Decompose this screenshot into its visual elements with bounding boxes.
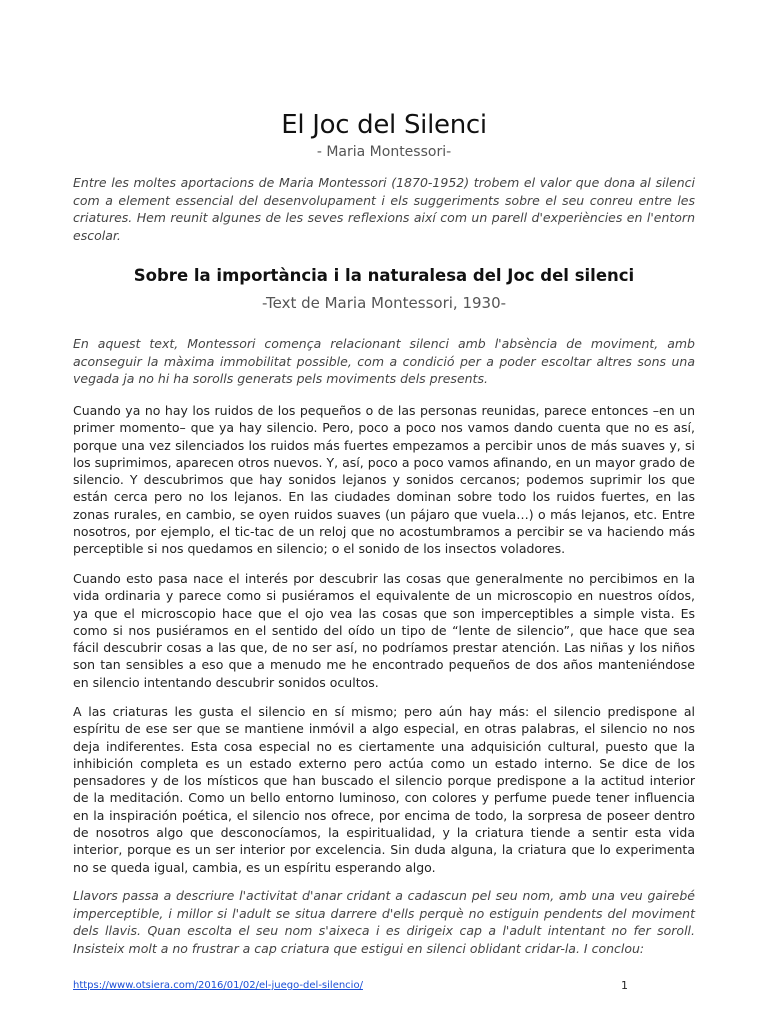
document-title: El Joc del Silenci	[281, 110, 487, 140]
section-title: Sobre la importància i la naturalesa del Joc del silenci	[133, 266, 635, 285]
closing-paragraph: Llavors passa a descriure l'activitat d'anar cridant a cadascun pel seu nom, amb una veu gairebé imperceptible, i millor si l'adult se situa darrere d'ells perquè no estiguin pendents del moviment dels llavis. Quan escolta el seu nom s'aixeca i es dirigeix cap a l'adult intentant no fer soroll. Insisteix molt a no frustrar a cap criatura que estigui en silenci oblidant cridar-la. I conclou:	[73, 888, 695, 956]
body-paragraph: Cuando esto pasa nace el interés por descubrir las cosas que generalmente no percibimos en la vida ordinaria y parece como si pusiéramos el equivalente de un microscopio en nuestros oídos, ya que el microscopio hace que el ojo vea las cosas que son imperceptibles a simple vista. Es como si nos pusiéramos en el sentido del oído un tipo de “lente de silencio”, que hace que sea fácil descubrir cosas a las que, de no ser así, no podríamos prestar atención. Las niñas y los niños son tan sensibles a eso que a menudo me he encontrado pequeños de dos años manteniéndose en silencio intentando descubrir sonidos ocultos.	[73, 571, 695, 690]
body-paragraph: Cuando ya no hay los ruidos de los pequeños o de las personas reunidas, parece entonces –en un primer momento– que ya hay silencio. Pero, poco a poco nos vamos dando cuenta que no es así, porque una vez silenciados los ruidos más fuertes empezamos a percibir unos de más suaves y, si los suprimimos, aparecen otros nuevos. Y, así, poco a poco vamos afinando, en un mayor grado de silencio. Y descubrimos que hay sonidos lejanos y sonidos cercanos; podemos suprimir los que están cerca pero no los lejanos. En las ciudades dominan sobre todo los ruidos fuertes, en las zonas rurales, en cambio, se oyen ruidos suaves (un pájaro que vuela…) o más lejanos, etc. Entre nosotros, por ejemplo, el tic-tac de un reloj que no acostumbramos a percibir se va haciendo más perceptible si nos quedamos en silencio; o el sonido de los insectos voladores.	[73, 403, 695, 557]
lead-paragraph: En aquest text, Montessori comença relacionant silenci amb l'absència de moviment, amb aconseguir la màxima immobilitat possible, com a condició per a poder escoltar altres sons una vegada ja no hi ha sorolls generats pels moviments dels presents.	[73, 336, 695, 386]
body-paragraph: A las criaturas les gusta el silencio en sí mismo; pero aún hay más: el silencio predispone al espíritu de ese ser que se mantiene inmóvil a algo especial, en otras palabras, el silencio no nos deja indiferentes. Esta cosa especial no es ciertamente una adquisición cultural, puesto que la inhibición completa es un estado externo pero actúa como un estado interno. Se dice de los pensadores y de los místicos que han buscado el silencio porque predispone a la actitud interior de la meditación. Como un bello entorno luminoso, con colores y perfume puede tener influencia en la inspiración poética, el silencio nos ofrece, por encima de todo, la sorpresa de poseer dentro de nosotros algo que desconocíamos, la espiritualidad, y la criatura tiende a sentir esta vida interior, porque es un ser interior por excelencia. Sin duda alguna, la criatura que lo experimenta no se queda igual, cambia, es un espíritu esperando algo.	[73, 704, 695, 875]
footer-source-link[interactable]: https://www.otsiera.com/2016/01/02/el-juego-del-silencio/	[73, 980, 363, 991]
section-subtitle: -Text de Maria Montessori, 1930-	[261, 294, 507, 312]
intro-paragraph: Entre les moltes aportacions de Maria Montessori (1870-1952) trobem el valor que dona al silenci com a element essencial del desenvolupament i els suggeriments sobre el seu conreu entre les criatures. Hem reunit algunes de les seves reflexions així com un parell d'experiències en l'entorn escolar.	[73, 175, 695, 243]
document-author: - Maria Montessori-	[316, 144, 452, 160]
page-number: 1	[621, 979, 628, 992]
